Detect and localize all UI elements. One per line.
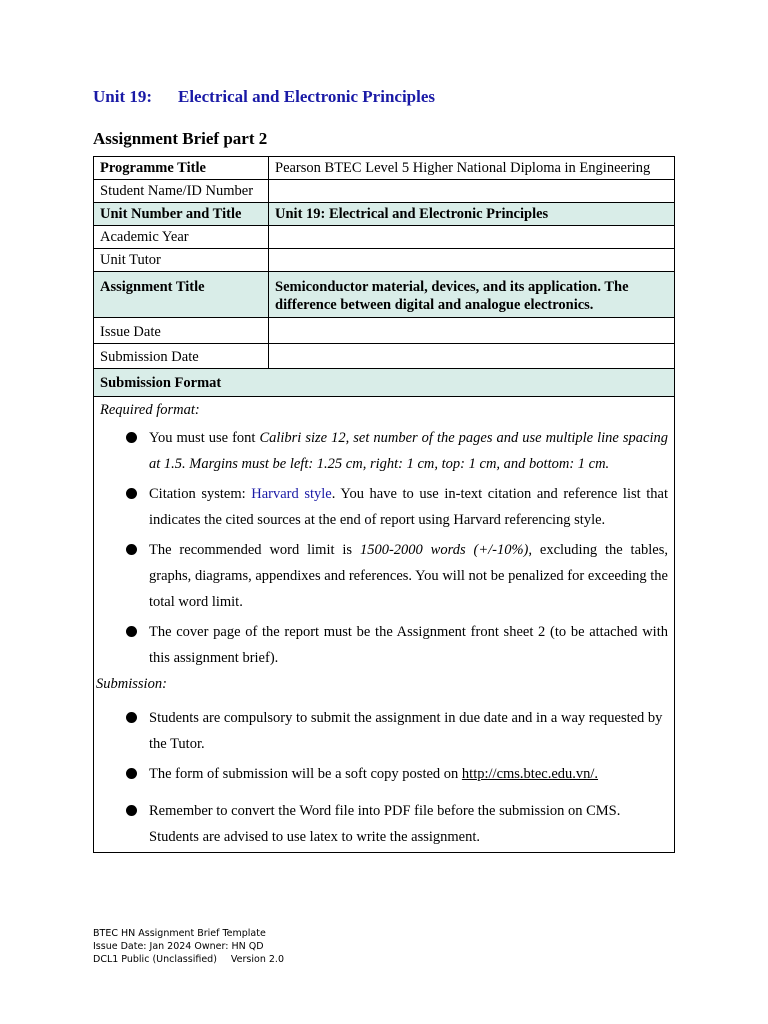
bullet-icon bbox=[126, 805, 137, 816]
unit-number: Unit 19: bbox=[93, 87, 153, 106]
bullet2-text-after: . You have to use in-text citation and reference list that indicates the cited sources at the end of report using Harvard referencing style. bbox=[149, 486, 668, 528]
unit-label: Unit Number and Title bbox=[94, 203, 269, 226]
row-submission-date bbox=[94, 344, 675, 369]
unit-tutor-label: Unit Tutor bbox=[94, 249, 269, 272]
unit-tutor-value[interactable] bbox=[269, 249, 675, 272]
bullet-icon bbox=[126, 712, 137, 723]
academic-year-label: Academic Year bbox=[94, 226, 269, 249]
bullet1-text: You must use font bbox=[149, 430, 260, 446]
submission-format-body bbox=[94, 397, 675, 853]
unit-heading bbox=[93, 87, 435, 107]
sub-bullet3-text: Remember to convert the Word file into PDF file before the submission on CMS. Students are advised to use latex to write the assignment. bbox=[149, 803, 621, 845]
list-item bbox=[126, 761, 668, 787]
list-item bbox=[126, 705, 668, 757]
bullet4-text: The cover page of the report must be the Assignment front sheet 2 (to be attached with this assignment brief). bbox=[149, 624, 668, 666]
row-academic-year bbox=[94, 226, 675, 249]
row-submission-format-heading bbox=[94, 369, 675, 397]
student-label: Student Name/ID Number bbox=[94, 180, 269, 203]
sub-bullet1-text: Students are compulsory to submit the assignment in due date and in a way requested by the Tutor. bbox=[149, 710, 663, 752]
sub-bullet2-text: The form of submission will be a soft copy posted on bbox=[149, 766, 462, 782]
bullet-icon bbox=[126, 626, 137, 637]
programme-title-value: Pearson BTEC Level 5 Higher National Diploma in Engineering bbox=[269, 157, 675, 180]
brief-title: Assignment Brief part 2 bbox=[93, 129, 268, 148]
bullet-icon bbox=[126, 544, 137, 555]
list-item bbox=[126, 619, 668, 671]
bullet-icon bbox=[126, 488, 137, 499]
list-item bbox=[126, 798, 668, 850]
bullet-icon bbox=[126, 432, 137, 443]
row-programme-title bbox=[94, 157, 675, 180]
submission-date-label: Submission Date bbox=[94, 344, 269, 369]
harvard-style-link[interactable]: Harvard style bbox=[251, 486, 332, 502]
bullet1-italic: Calibri size 12, set number of the pages and use multiple line spacing at 1.5. Margins must be left: 1.25 cm, right: 1 cm, top: 1 cm, and bottom: 1 cm. bbox=[149, 430, 668, 472]
issue-date-value[interactable] bbox=[269, 318, 675, 344]
bullet3-text: The recommended word limit is bbox=[149, 542, 360, 558]
row-unit bbox=[94, 203, 675, 226]
row-issue-date bbox=[94, 318, 675, 344]
unit-title: Electrical and Electronic Principles bbox=[178, 87, 436, 106]
row-student bbox=[94, 180, 675, 203]
bullet-icon bbox=[126, 768, 137, 779]
submission-label: Submission: bbox=[96, 676, 167, 692]
footer-template-name: BTEC HN Assignment Brief Template bbox=[93, 928, 266, 939]
footer-issue-date: Issue Date: Jan 2024 Owner: HN QD bbox=[93, 941, 264, 952]
cms-link[interactable]: http://cms.btec.edu.vn/. bbox=[461, 766, 599, 782]
programme-title-label: Programme Title bbox=[94, 157, 269, 180]
submission-list bbox=[100, 705, 668, 850]
academic-year-value[interactable] bbox=[269, 226, 675, 249]
required-format-list bbox=[100, 425, 668, 671]
footer-version: Version 2.0 bbox=[230, 954, 284, 965]
footer-public: DCL1 Public (Unclassified) bbox=[93, 954, 217, 965]
issue-date-label: Issue Date bbox=[94, 318, 269, 344]
unit-value: Unit 19: Electrical and Electronic Principles bbox=[269, 203, 675, 226]
required-format-label: Required format: bbox=[100, 402, 200, 418]
page-footer bbox=[93, 927, 284, 966]
row-assignment-title bbox=[94, 272, 675, 318]
assignment-title-label: Assignment Title bbox=[94, 272, 269, 318]
bullet2-text: Citation system: bbox=[149, 486, 252, 502]
assignment-brief-table bbox=[93, 156, 675, 853]
list-item bbox=[126, 425, 668, 477]
assignment-title-value: Semiconductor material, devices, and its application. The difference between digital and analogue electronics. bbox=[269, 272, 675, 318]
student-value[interactable] bbox=[269, 180, 675, 203]
submission-format-heading: Submission Format bbox=[94, 369, 675, 397]
list-item bbox=[126, 481, 668, 533]
list-item bbox=[126, 537, 668, 615]
bullet3-italic: 1500-2000 words (+/-10%), bbox=[359, 542, 532, 558]
bullet3-text-after: excluding the tables, graphs, diagrams, appendixes and references. You will not be penalized for exceeding the total word limit. bbox=[149, 542, 668, 610]
footer-classification bbox=[93, 953, 284, 966]
row-unit-tutor bbox=[94, 249, 675, 272]
submission-date-value[interactable] bbox=[269, 344, 675, 369]
row-submission-format-body bbox=[94, 397, 675, 853]
